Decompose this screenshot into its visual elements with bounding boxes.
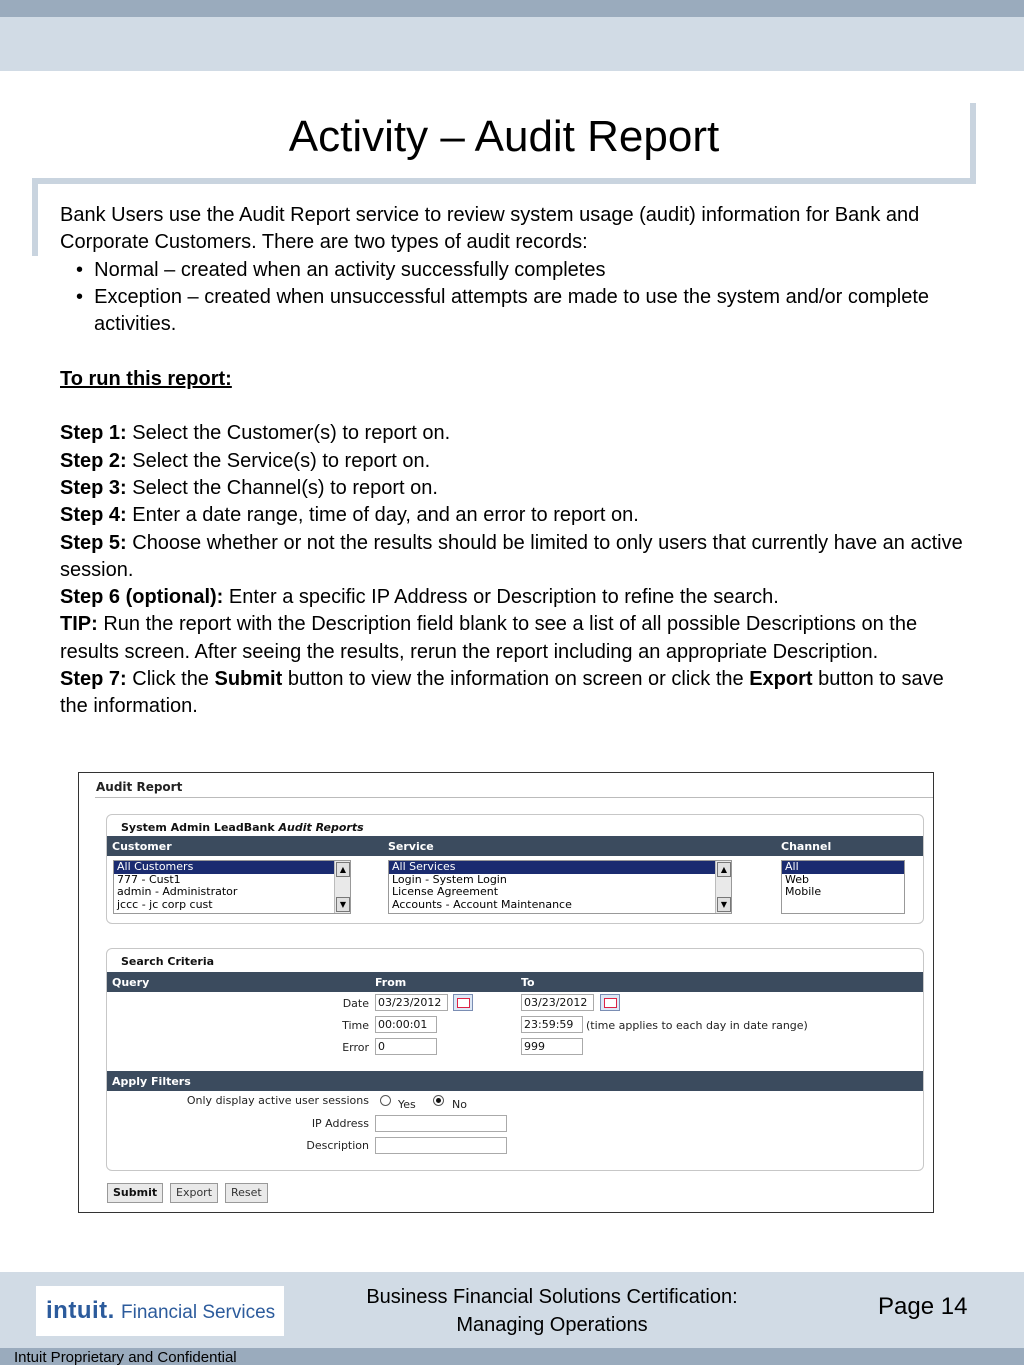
customer-column-header: Customer bbox=[112, 840, 172, 853]
header-stripe bbox=[0, 0, 1024, 17]
date-from-field[interactable]: 03/23/2012 bbox=[375, 994, 448, 1011]
date-to-field[interactable]: 03/23/2012 bbox=[521, 994, 594, 1011]
step-5: Step 5: Choose whether or not the results should be limited to only users that currently have an active session. bbox=[60, 531, 963, 581]
ip-address-field[interactable] bbox=[375, 1115, 507, 1132]
header-band bbox=[0, 17, 1024, 71]
list-item[interactable]: 777 - Cust1 bbox=[117, 872, 181, 886]
list-item[interactable]: License Agreement bbox=[392, 885, 499, 899]
error-label: Error bbox=[342, 1041, 369, 1054]
intro-text: Bank Users use the Audit Report service to review system usage (audit) information for Bank and Corporate Customers. There are two types of audit records: bbox=[60, 204, 920, 254]
bullet-normal: • Normal – created when an activity successfully completes bbox=[76, 258, 606, 281]
list-item[interactable]: jccc - jc corp cust bbox=[117, 897, 213, 911]
query-column-header: Query bbox=[112, 976, 150, 989]
active-sessions-label: Only display active user sessions bbox=[186, 1094, 369, 1107]
bullet-exception: • Exception – created when unsuccessful attempts are made to use the system and/or complete activities. bbox=[76, 285, 930, 336]
selection-panel-heading: System Admin LeadBank Audit Reports bbox=[121, 821, 364, 834]
submit-button[interactable]: Submit bbox=[107, 1183, 163, 1203]
selection-panel bbox=[106, 814, 924, 924]
run-heading: To run this report: bbox=[60, 367, 232, 390]
date-label: Date bbox=[342, 997, 369, 1010]
selection-header-bar bbox=[107, 836, 923, 856]
service-scrollbar[interactable] bbox=[715, 861, 731, 913]
slide-body bbox=[60, 202, 972, 721]
service-listbox[interactable] bbox=[388, 860, 732, 914]
scroll-down-icon[interactable]: ▼ bbox=[717, 897, 731, 912]
step-1: Step 1: Select the Customer(s) to report on. bbox=[60, 422, 451, 445]
apply-filters-heading: Apply Filters bbox=[112, 1075, 191, 1088]
reset-button[interactable]: Reset bbox=[225, 1183, 268, 1203]
time-to-field[interactable]: 23:59:59 bbox=[521, 1016, 583, 1033]
no-label: No bbox=[452, 1098, 467, 1111]
title-frame-bottom bbox=[32, 178, 976, 184]
search-criteria-panel bbox=[106, 948, 924, 1171]
calendar-icon[interactable] bbox=[453, 994, 473, 1011]
yes-label: Yes bbox=[398, 1098, 416, 1111]
confidential-notice: Intuit Proprietary and Confidential bbox=[14, 1349, 237, 1366]
step-6: Step 6 (optional): Enter a specific IP Address or Description to refine the search. bbox=[60, 586, 779, 609]
description-field[interactable] bbox=[375, 1137, 507, 1154]
yes-radio[interactable] bbox=[380, 1095, 391, 1106]
list-item[interactable]: Login - System Login bbox=[392, 872, 507, 886]
step-7: Step 7: Click the Submit button to view the information on screen or click the Export button to save the information. bbox=[60, 668, 944, 718]
list-item[interactable]: All Customers bbox=[114, 861, 350, 874]
screenshot-title: Audit Report bbox=[96, 780, 183, 794]
description-label: Description bbox=[306, 1139, 369, 1152]
list-item[interactable]: admin - Administrator bbox=[117, 885, 238, 899]
ip-address-label: IP Address bbox=[311, 1117, 369, 1130]
scroll-up-icon[interactable]: ▲ bbox=[336, 862, 350, 877]
time-note: (time applies to each day in date range) bbox=[586, 1019, 808, 1032]
step-4: Step 4: Enter a date range, time of day, and an error to report on. bbox=[60, 504, 639, 527]
apply-filters-bar bbox=[107, 1071, 923, 1091]
tip: TIP: Run the report with the Description field blank to see a list of all possible Descriptions on the results screen. After seeing the results, rerun the report including an appropriate Description. bbox=[60, 613, 918, 663]
search-criteria-heading: Search Criteria bbox=[121, 955, 215, 968]
title-divider bbox=[95, 797, 933, 798]
customer-listbox[interactable] bbox=[113, 860, 351, 914]
page-number: Page 14 bbox=[878, 1293, 968, 1320]
step-2: Step 2: Select the Service(s) to report on. bbox=[60, 449, 431, 472]
channel-listbox[interactable] bbox=[781, 860, 905, 914]
calendar-icon[interactable] bbox=[600, 994, 620, 1011]
step-3: Step 3: Select the Channel(s) to report on. bbox=[60, 476, 438, 499]
error-from-field[interactable]: 0 bbox=[375, 1038, 437, 1055]
service-column-header: Service bbox=[388, 840, 434, 853]
error-to-field[interactable]: 999 bbox=[521, 1038, 583, 1055]
from-column-header: From bbox=[375, 976, 407, 989]
list-item[interactable]: Web bbox=[785, 872, 809, 886]
time-from-field[interactable]: 00:00:01 bbox=[375, 1016, 437, 1033]
logo-subtitle: Financial Services bbox=[121, 1302, 276, 1323]
intuit-logo bbox=[36, 1286, 284, 1336]
channel-column-header: Channel bbox=[781, 840, 832, 853]
no-radio[interactable] bbox=[433, 1095, 444, 1106]
slide-title: Activity – Audit Report bbox=[288, 112, 720, 161]
logo-brand: intuit. bbox=[46, 1297, 115, 1324]
course-title: Business Financial Solutions Certification: Managing Operations bbox=[366, 1286, 738, 1336]
customer-scrollbar[interactable] bbox=[334, 861, 350, 913]
query-header-bar bbox=[107, 972, 923, 992]
list-item[interactable]: All bbox=[782, 861, 904, 874]
scroll-up-icon[interactable]: ▲ bbox=[717, 862, 731, 877]
list-item[interactable]: All Services bbox=[389, 861, 731, 874]
scroll-down-icon[interactable]: ▼ bbox=[336, 897, 350, 912]
audit-report-screenshot bbox=[78, 772, 934, 1213]
export-button[interactable]: Export bbox=[170, 1183, 218, 1203]
list-item[interactable]: Accounts - Account Maintenance bbox=[392, 897, 572, 911]
list-item[interactable]: Mobile bbox=[785, 885, 822, 899]
title-frame-left bbox=[32, 178, 38, 256]
to-column-header: To bbox=[521, 976, 535, 989]
time-label: Time bbox=[342, 1019, 369, 1032]
